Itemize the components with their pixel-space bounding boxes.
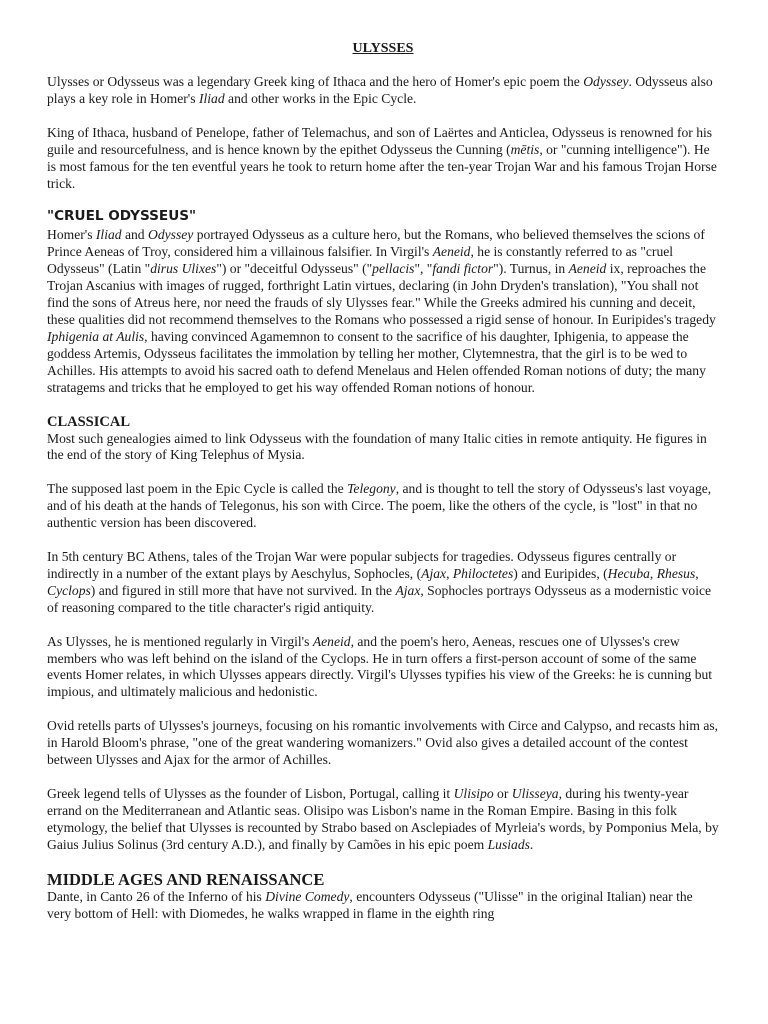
text-run: As Ulysses, he is mentioned regularly in Virgil's [47, 633, 313, 649]
text-run: . [529, 836, 534, 852]
text-run: or [493, 786, 512, 801]
text-run: Homer's [47, 227, 96, 243]
italic-text: Cyclops [47, 582, 91, 598]
text-run: , [649, 565, 657, 581]
paragraph [47, 718, 719, 769]
text-run: ", " [414, 261, 433, 277]
paragraph [47, 549, 719, 617]
intro-block [47, 74, 719, 192]
italic-text: Iliad [198, 90, 225, 106]
italic-text: fandi fictor [432, 261, 494, 277]
italic-text: Aeneid [312, 633, 351, 649]
text-run: , [446, 565, 453, 581]
italic-text: mētis [510, 141, 540, 157]
section-heading: "CRUEL ODYSSEUS" [47, 208, 197, 225]
text-run: "). Turnus, in [493, 261, 569, 277]
paragraph [47, 889, 719, 923]
text-run: ") or "deceitful Odysseus" (" [216, 261, 373, 277]
text-run: , encounters Odysseus ("Ulisse" in the original Italian) near the very bottom of Hell: with Diomedes, he walks wrapped in flame in the eighth ring [47, 888, 693, 921]
text-run: , he is constantly referred to as "cruel Odysseus" (Latin " [47, 244, 674, 277]
text-run: In 5th century BC Athens, tales of the Trojan War were popular subjects for tragedies. Odysseus figures centrally or indirectly in a number of the extant plays by Aeschylus, Sophocles, ( [47, 549, 677, 581]
paragraph [47, 481, 719, 532]
text-run: Dante, in Canto 26 of the Inferno of his [47, 888, 266, 904]
italic-text: Odyssey [583, 74, 629, 89]
text-run: , and the poem's hero, Aeneas, rescues one of Ulysses's crew members who was left behind on the island of the Cyclops. He in turn offers a first-person account of some of the same events Homer relates, in which Ulysses appears directly. Virgil's Ulysses typifies his view of the Greeks: he is cunning but impious, and ultimately malicious and hedonistic. [47, 633, 713, 700]
italic-text: Divine Comedy [265, 888, 350, 904]
text-run: , and is thought to tell the story of Odysseus's last voyage, and of his death at the hands of Telegonus, his son with Circe. The poem, like the others of the cycle, is "lost" in that no authentic version has been discovered. [47, 481, 712, 531]
paragraph [47, 786, 719, 854]
italic-text: Aeneid [432, 244, 471, 260]
text-run: portrayed Odysseus as a culture hero, but the Romans, who believed themselves the scions of Prince Aeneas of Troy, considered him a villainous falsifier. In Virgil's [47, 227, 705, 260]
italic-text: Telegony [347, 481, 396, 497]
paragraph [47, 227, 719, 396]
section-heading: CLASSICAL [47, 413, 130, 430]
italic-text: Lusiads [487, 836, 530, 852]
italic-text: Iphigenia at Aulis [47, 328, 145, 344]
text-run: Most such genealogies aimed to link Odysseus with the foundation of many Italic cities in remote antiquity. He figures in the end of the story of King Telephus of Mysia. [47, 430, 707, 463]
text-run: King of Ithaca, husband of Penelope, father of Telemachus, and son of Laërtes and Anticlea, Odysseus is renowned for his guile and resourcefulness, and is hence known by the epithet Odysseus the Cunning ( [47, 124, 713, 157]
text-run: and other works in the Epic Cycle. [224, 90, 417, 106]
italic-text: Odyssey [148, 227, 194, 243]
text-run: , [695, 565, 699, 581]
document-page [47, 40, 719, 939]
text-run: ix, reproaches the Trojan Ascanius with images of rugged, forthright Latin virtues, declaring (in John Dryden's translation), "You shall not find the sons of Atreus here, nor need the frauds of sly Ulysses fear." While the Greeks admired his cunning and deceit, these qualities did not recommend themselves to the Romans who possessed a rigid sense of honour. In Euripides's tragedy [47, 261, 716, 327]
paragraph [47, 634, 719, 702]
text-run: Ulysses or Odysseus was a legendary Greek king of Ithaca and the hero of Homer's epic poem the [47, 74, 584, 89]
text-run: The supposed last poem in the Epic Cycle is called the [47, 481, 348, 497]
text-run: Greek legend tells of Ulysses as the founder of Lisbon, Portugal, calling it [47, 786, 454, 801]
italic-text: Iliad [95, 227, 122, 243]
text-run: , having convinced Agamemnon to consent to the sacrifice of his daughter, Iphigenia, to appease the goddess Artemis, Odysseus facilitates the immolation by telling her mother, Clytemnestra, that the girl is to be wed to Achilles. His attempts to avoid his sacred oath to defend Menelaus and Helen offended Roman notions of duty; the many stratagems and tricks that he employed to get his way offended Roman notions of honour. [47, 328, 706, 395]
document-title: ULYSSES [352, 41, 414, 56]
sections-block [47, 207, 719, 922]
italic-text: Ajax [421, 565, 447, 581]
italic-text: Rhesus [656, 565, 696, 581]
text-run: and [121, 227, 149, 243]
italic-text: Philoctetes [452, 565, 514, 581]
section-heading: MIDDLE AGES AND RENAISSANCE [47, 869, 325, 889]
italic-text: Aeneid [568, 261, 607, 277]
italic-text: Ajax [395, 582, 421, 598]
text-run: ) and Euripides, ( [513, 565, 608, 581]
text-run: Ovid retells parts of Ulysses's journeys, focusing on his romantic involvements with Circe and Calypso, and recasts him as, in Harold Bloom's phrase, "one of the great wandering womanizers." Ovid also gives a detailed account of the contest between Ulysses and Ajax for the armor of Achilles. [47, 718, 719, 768]
text-run: , Sophocles portrays Odysseus as a modernistic voice of reasoning compared to the title character's rigid antiquity. [47, 582, 712, 615]
text-run: . Odysseus also plays a key role in Homer's [47, 74, 713, 106]
text-run: ) and figured in still more that have not survived. In the [90, 582, 396, 598]
italic-text: dirus Ulixes [150, 261, 217, 277]
text-run: , or "cunning intelligence"). He is most famous for the ten eventful years he took to return home after the ten-year Trojan War and his famous Trojan Horse trick. [47, 141, 717, 191]
italic-text: pellacis [372, 261, 415, 277]
italic-text: Hecuba [607, 565, 650, 581]
paragraph [47, 431, 719, 465]
paragraph [47, 125, 719, 193]
paragraph [47, 74, 719, 108]
italic-text: Ulisipo [453, 786, 494, 801]
text-run: , during his twenty-year errand on the Mediterranean and Atlantic seas. Olisipo was Lisbon's name in the Roman Empire. Basing in this folk etymology, the belief that Ulysses is recounted by Strabo based on Asclepiades of Myrleia's words, by Pomponius Mela, by Gaius Julius Solinus (3rd century A.D.), and finally by Camões in his epic poem [47, 786, 719, 852]
italic-text: Ulisseya [511, 786, 559, 801]
